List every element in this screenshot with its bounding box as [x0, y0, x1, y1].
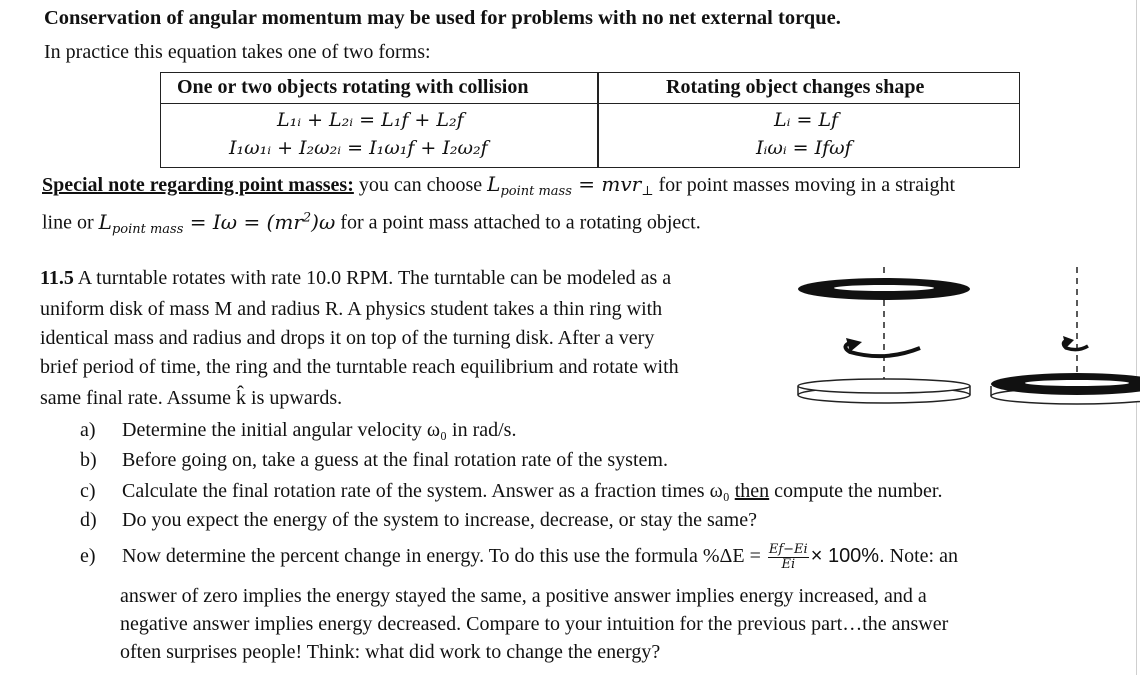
problem-line-3: identical mass and radius and drops it on top of the turning disk. After a very	[40, 327, 655, 349]
shape-momentum-equation: Lᵢ = Lf	[774, 109, 839, 131]
point-mass-note-label: Special note regarding point masses:	[42, 174, 354, 196]
part-d	[80, 508, 757, 532]
superscript-2: 2	[302, 210, 312, 225]
part-text: Calculate the final rotation rate of the system. Answer as a fraction times ω₀	[122, 480, 735, 502]
note-text: for point masses moving in a straight	[653, 174, 956, 196]
point-mass-note-line1	[42, 172, 955, 204]
note-text: line or	[42, 211, 99, 234]
percent-suffix: × 100%.	[810, 545, 885, 568]
collision-inertia-equation: I₁ω₁ᵢ + I₂ω₂ᵢ = I₁ω₁f + I₂ω₂f	[229, 137, 488, 159]
part-e-line-4: often surprises people! Think: what did work to change the energy?	[120, 641, 661, 663]
forms-table-header-collision: One or two objects rotating with collision	[177, 76, 529, 98]
problem-number: 11.5	[40, 267, 74, 289]
problem-line-2: uniform disk of mass M and radius R. A physics student takes a thin ring with	[40, 298, 663, 320]
fraction-denominator: Ei	[781, 557, 796, 572]
symbol-L: L	[487, 172, 501, 196]
forms-table-divider	[597, 73, 599, 167]
rotation-expression-b: )ω	[311, 209, 336, 234]
part-text: Do you expect the energy of the system to increase, decrease, or stay the same?	[122, 509, 757, 531]
part-e-line-3: negative answer implies energy decreased. Compare to your intuition for the previous part…the answer	[120, 613, 949, 635]
part-b	[80, 448, 668, 472]
problem-line-4: brief period of time, the ring and the turntable reach equilibrium and rotate with	[40, 356, 679, 378]
part-text: Before going on, take a guess at the final rotation rate of the system.	[122, 449, 668, 471]
note-text: for a point mass attached to a rotating object.	[335, 211, 701, 234]
part-label: b)	[80, 449, 97, 471]
part-text: Note: an	[884, 545, 958, 568]
part-e-line-2: answer of zero implies the energy stayed the same, a positive answer implies energy increased, and a	[120, 585, 927, 607]
part-a	[80, 418, 516, 442]
point-mass-momentum-symbol	[487, 172, 654, 199]
point-mass-note-line2	[42, 206, 701, 242]
problem-line-1	[40, 266, 671, 290]
linear-momentum-expression: = mvr	[571, 172, 642, 196]
disk-top-icon	[798, 379, 970, 393]
subscript-point-mass: point mass	[111, 221, 184, 237]
intro-text: In practice this equation takes one of two forms:	[44, 41, 431, 63]
symbol-L: L	[98, 209, 112, 234]
collision-momentum-equation: L₁ᵢ + L₂ᵢ = L₁f + L₂f	[277, 109, 464, 131]
part-label: c)	[80, 480, 96, 502]
ring-hole-icon	[834, 285, 934, 291]
part-e	[80, 543, 958, 572]
point-mass-rotation-expression	[98, 209, 336, 237]
rotation-expression-a: = Iω = (mr	[183, 209, 303, 234]
part-c	[80, 479, 942, 503]
subscript-perp: ⊥	[641, 184, 654, 199]
shape-inertia-equation: Iᵢωᵢ = Ifωf	[756, 137, 852, 159]
problem-text: A turntable rotates with rate 10.0 RPM. The turntable can be modeled as a	[73, 267, 672, 289]
note-text: you can choose	[353, 174, 488, 196]
underlined-then: then	[734, 480, 770, 502]
forms-table-header-shape: Rotating object changes shape	[666, 76, 925, 98]
fraction-numerator: Ef−Ei	[768, 542, 808, 557]
subscript-point-mass: point mass	[500, 184, 572, 199]
part-label: d)	[80, 509, 97, 531]
problem-line-5: same final rate. Assume k̂ is upwards.	[40, 387, 343, 409]
page-title: Conservation of angular momentum may be used for problems with no net external torque.	[44, 7, 841, 29]
part-text: Now determine the percent change in energy. To do this use the formula %ΔE =	[122, 545, 766, 568]
ring-hole-icon	[1025, 380, 1129, 386]
percent-change-fraction	[768, 543, 809, 572]
part-text: Determine the initial angular velocity ω₀ in rad/s.	[122, 419, 517, 441]
part-label: a)	[80, 419, 96, 441]
part-text: compute the number.	[769, 480, 943, 502]
turntable-ring-figure	[790, 262, 1140, 412]
forms-table	[160, 72, 1020, 168]
part-label: e)	[80, 545, 96, 568]
